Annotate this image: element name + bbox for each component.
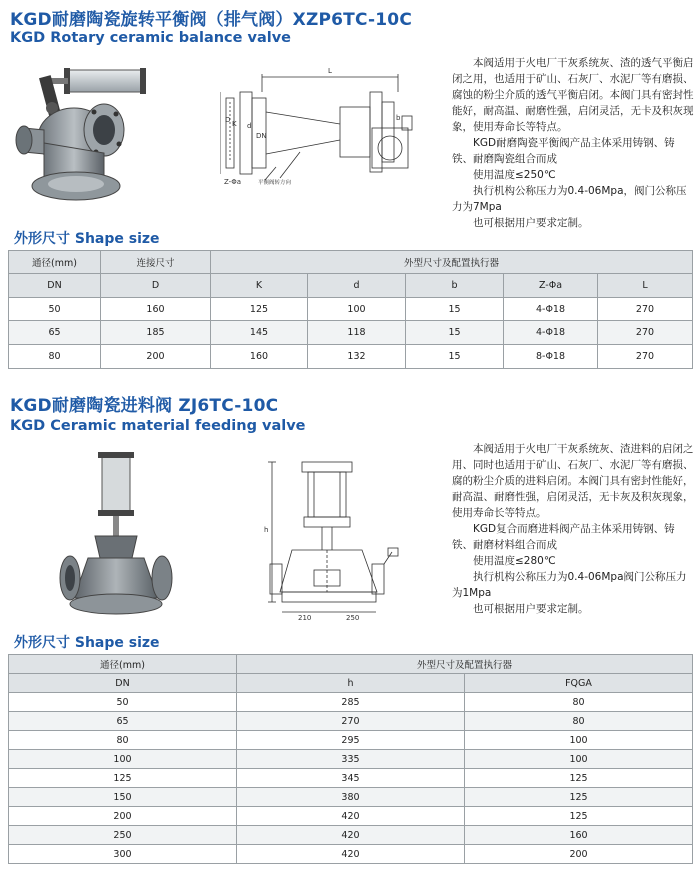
table-cell: 65: [9, 321, 101, 345]
table-cell: 80: [9, 731, 237, 750]
table-cell: 270: [598, 321, 693, 345]
description-paragraph: 使用温度≤250℃: [473, 169, 556, 181]
table-row: [9, 345, 693, 369]
section2-shape-heading: 外形尺寸 Shape size: [14, 635, 160, 651]
table-cell: 50: [9, 298, 101, 321]
table-cell: 4-Φ18: [504, 321, 598, 345]
table-cell: 80: [9, 345, 101, 369]
table-cell: 420: [237, 826, 465, 845]
table-cell: 125: [211, 298, 308, 321]
table-cell: 125: [465, 788, 693, 807]
section1-title-en: KGD Rotary ceramic balance valve: [10, 30, 292, 46]
description-paragraph: 也可根据用户要求定制。: [473, 217, 589, 229]
section1-spec-table: [8, 250, 693, 369]
table-header: h: [237, 674, 465, 693]
table-cell: 285: [237, 693, 465, 712]
table-cell: 100: [465, 750, 693, 769]
table-cell: 118: [308, 321, 406, 345]
table-header: 通径(mm): [9, 251, 101, 274]
drawing-label-d: d: [247, 122, 252, 130]
drawing-label-note: 平衡阀转方向: [258, 180, 292, 186]
table-cell: 125: [9, 769, 237, 788]
description-paragraph: 使用温度≤280℃: [473, 555, 556, 567]
table-cell: 270: [598, 345, 693, 369]
table-cell: 200: [101, 345, 211, 369]
table-row: [9, 750, 693, 769]
table-cell: 125: [465, 807, 693, 826]
drawing-label-b: b: [396, 114, 401, 122]
table-cell: 295: [237, 731, 465, 750]
table-cell: 4-Φ18: [504, 298, 598, 321]
table-cell: 200: [9, 807, 237, 826]
section2-title-cn: KGD耐磨陶瓷进料阀 ZJ6TC-10C: [10, 396, 279, 416]
table-header: L: [598, 274, 693, 298]
section2-spec-table: [8, 654, 693, 864]
table-row: [9, 788, 693, 807]
section2-title-en: KGD Ceramic material feeding valve: [10, 418, 306, 434]
table-cell: 15: [406, 298, 504, 321]
feeding-valve-drawing: [262, 452, 422, 622]
table-header: 外型尺寸及配置执行器: [237, 655, 693, 674]
table-cell: 100: [465, 731, 693, 750]
drawing-label-DN: DN: [256, 132, 267, 140]
table-row: [9, 731, 693, 750]
table-row: [9, 321, 693, 345]
drawing-label-K: K: [232, 120, 237, 128]
table-cell: 345: [237, 769, 465, 788]
table-cell: 185: [101, 321, 211, 345]
table-cell: 300: [9, 845, 237, 864]
feeding-valve-photo: [40, 448, 200, 618]
table-header: Z-Φa: [504, 274, 598, 298]
table-row: [9, 693, 693, 712]
table-cell: 200: [465, 845, 693, 864]
table-row: [9, 298, 693, 321]
table-header: FQGA: [465, 674, 693, 693]
table-header: d: [308, 274, 406, 298]
table-cell: 125: [465, 769, 693, 788]
table-header: D: [101, 274, 211, 298]
table-cell: 150: [9, 788, 237, 807]
table-header: 外型尺寸及配置执行器: [211, 251, 693, 274]
table-cell: 160: [211, 345, 308, 369]
drawing-label-D: D: [225, 116, 231, 124]
table-cell: 145: [211, 321, 308, 345]
description-paragraph: 执行机构公称压力为0.4-06Mpa，阀门公称压力为7Mpa: [452, 185, 687, 213]
drawing-label-L: L: [328, 67, 332, 75]
table-cell: 65: [9, 712, 237, 731]
table-cell: 270: [237, 712, 465, 731]
table-row: [9, 807, 693, 826]
table-cell: 100: [308, 298, 406, 321]
table-cell: 420: [237, 807, 465, 826]
drawing-label-h: h: [264, 526, 269, 534]
section1-title-cn: KGD耐磨陶瓷旋转平衡阀（排气阀）XZP6TC-10C: [10, 10, 413, 30]
table-cell: 420: [237, 845, 465, 864]
table-cell: 380: [237, 788, 465, 807]
table-header: 通径(mm): [9, 655, 237, 674]
section1-description: [452, 55, 694, 231]
table-cell: 80: [465, 693, 693, 712]
table-header: 连接尺寸: [101, 251, 211, 274]
drawing-label-za: Z-Φa: [224, 178, 241, 186]
table-cell: 100: [9, 750, 237, 769]
table-cell: 160: [465, 826, 693, 845]
table-cell: 160: [101, 298, 211, 321]
table-header: K: [211, 274, 308, 298]
table-cell: 8-Φ18: [504, 345, 598, 369]
table-cell: 80: [465, 712, 693, 731]
table-cell: 15: [406, 321, 504, 345]
description-paragraph: 也可根据用户要求定制。: [473, 603, 589, 615]
table-row: [9, 845, 693, 864]
drawing-label-dim2: 250: [346, 614, 360, 622]
description-paragraph: KGD复合而磨进料阀产品主体采用铸钢、铸铁、耐磨材料组合而成: [452, 523, 675, 551]
description-paragraph: KGD耐磨陶瓷平衡阀产品主体采用铸钢、铸铁、耐磨陶瓷组合而成: [452, 137, 675, 165]
table-header: DN: [9, 274, 101, 298]
table-header: DN: [9, 674, 237, 693]
table-cell: 15: [406, 345, 504, 369]
table-row: [9, 826, 693, 845]
description-paragraph: 本阀适用于火电厂干灰系统灰、渣进料的启闭之用、同时也适用于矿山、石灰厂、水泥厂等有磨损、腐的粉尘介质的进料启闭。本阀门具有密封性能好，耐高温、耐磨性强，启闭灵活，无卡灰及积灰现象，使用寿命长等特点。: [452, 443, 694, 519]
table-header: b: [406, 274, 504, 298]
drawing-label-dim1: 210: [298, 614, 312, 622]
table-cell: 270: [598, 298, 693, 321]
balance-valve-drawing: [220, 62, 440, 187]
table-cell: 335: [237, 750, 465, 769]
table-row: [9, 769, 693, 788]
table-cell: 50: [9, 693, 237, 712]
table-row: [9, 712, 693, 731]
description-paragraph: 执行机构公称压力为0.4-06Mpa阀门公称压力为1Mpa: [452, 571, 687, 599]
table-cell: 132: [308, 345, 406, 369]
table-cell: 250: [9, 826, 237, 845]
description-paragraph: 本阀适用于火电厂干灰系统灰、渣的透气平衡启闭之用，也适用于矿山、石灰厂、水泥厂等有磨损、腐蚀的粉尘介质的透气平衡启闭。本阀门具有密封性能好，耐高温、耐磨性强，启闭灵活，无卡及积灰现象，使用寿命长等特点。: [452, 57, 694, 133]
section1-shape-heading: 外形尺寸 Shape size: [14, 231, 160, 247]
balance-valve-photo: [4, 58, 164, 208]
section2-description: [452, 441, 694, 617]
